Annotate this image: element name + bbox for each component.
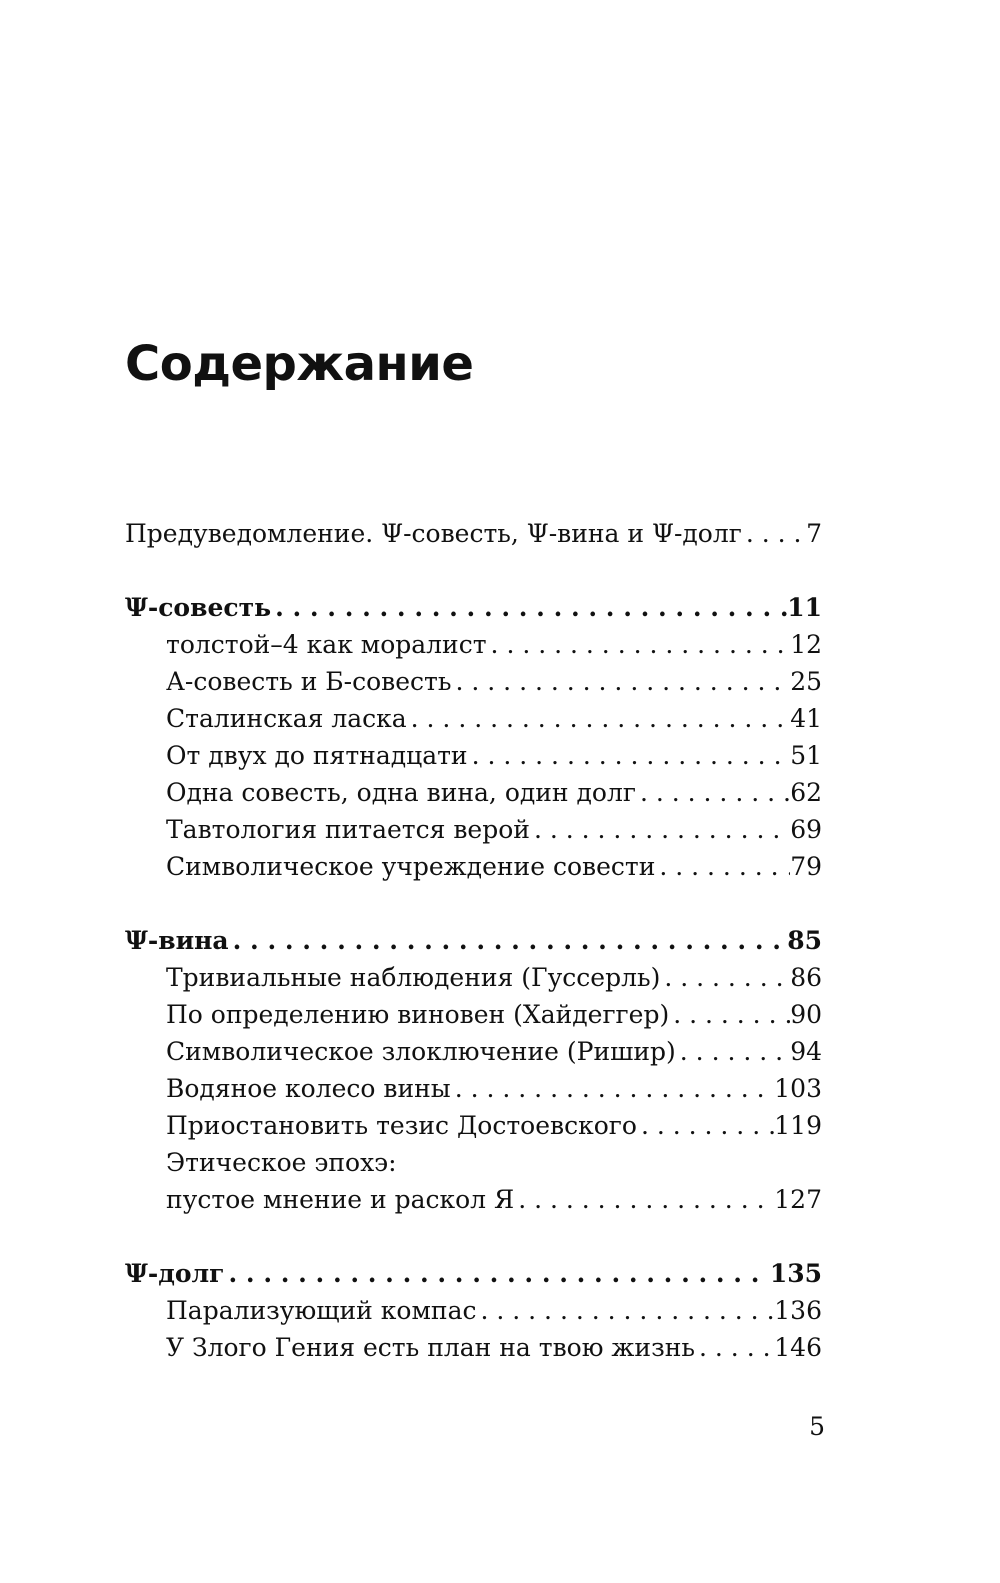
toc-section-page: 85 xyxy=(787,926,822,955)
page-title: Содержание xyxy=(125,336,474,392)
toc-entry-page: 41 xyxy=(790,704,822,733)
toc-entry-label: Сталинская ласка xyxy=(166,704,407,733)
section-gap xyxy=(125,552,822,589)
leader-dots xyxy=(637,1107,774,1144)
leader-dots xyxy=(676,1033,790,1070)
toc-entry-page: 146 xyxy=(774,1333,822,1362)
leader-dots xyxy=(468,737,791,774)
leader-dots xyxy=(742,515,806,552)
leader-dots xyxy=(530,811,790,848)
toc-section-label: Ψ-совесть xyxy=(125,593,272,622)
toc-entry-page: 119 xyxy=(774,1111,822,1140)
toc-entry-label: А-совесть и Б-совесть xyxy=(166,667,452,696)
toc-entry-label: пустое мнение и раскол Я xyxy=(166,1185,515,1214)
leader-dots xyxy=(636,774,790,811)
toc-entry-page: 69 xyxy=(790,815,822,844)
toc-entry xyxy=(125,700,822,737)
toc-section-page: 11 xyxy=(787,593,822,622)
toc-entry-label: Символическое злоключение (Ришир) xyxy=(166,1037,676,1066)
toc-entry-label: По определению виновен (Хайдеггер) xyxy=(166,1000,670,1029)
toc-entry xyxy=(125,626,822,663)
section-gap xyxy=(125,885,822,922)
toc-entry-page: 136 xyxy=(774,1296,822,1325)
toc-entry-page: 103 xyxy=(774,1074,822,1103)
toc-entry xyxy=(125,774,822,811)
leader-dots xyxy=(669,996,790,1033)
leader-dots xyxy=(695,1329,774,1366)
toc-entry-label: Символическое учреждение совести xyxy=(166,852,656,881)
toc-entry-label: У Злого Гения есть план на твою жизнь xyxy=(166,1333,696,1362)
toc-entry-page: 12 xyxy=(790,630,822,659)
toc-entry-label-line1: Этическое эпохэ: xyxy=(166,1148,397,1177)
toc-entry xyxy=(125,1329,822,1366)
toc-entry xyxy=(125,811,822,848)
toc-entry xyxy=(125,1033,822,1070)
toc-entry-label: Приостановить тезис Достоевского xyxy=(166,1111,637,1140)
toc-entry xyxy=(125,1181,822,1218)
leader-dots xyxy=(407,700,791,737)
toc-entry-page: 51 xyxy=(790,741,822,770)
leader-dots xyxy=(452,663,791,700)
toc-entry-label: Водяное колесо вины xyxy=(166,1074,451,1103)
leader-dots xyxy=(487,626,791,663)
toc-entry-page: 86 xyxy=(790,963,822,992)
toc-entry-label: Парализующий компас xyxy=(166,1296,477,1325)
leader-dots xyxy=(225,1255,770,1292)
leader-dots xyxy=(655,848,790,885)
toc-section-label: Ψ-долг xyxy=(125,1259,225,1288)
toc-entry-page: 94 xyxy=(790,1037,822,1066)
toc-entry-page: 90 xyxy=(790,1000,822,1029)
toc-entry xyxy=(125,1070,822,1107)
toc-section-debt xyxy=(125,1255,822,1292)
leader-dots xyxy=(476,1292,774,1329)
toc-entry xyxy=(125,959,822,996)
toc-entry xyxy=(125,737,822,774)
toc-entry-page: 127 xyxy=(774,1185,822,1214)
toc-entry-page: 62 xyxy=(790,778,822,807)
leader-dots xyxy=(229,922,788,959)
toc-entry-page: 25 xyxy=(790,667,822,696)
toc-entry-page: 7 xyxy=(806,519,822,548)
toc-entry-label: Предуведомление. Ψ-совесть, Ψ-вина и Ψ-долг xyxy=(125,519,742,548)
toc-entry xyxy=(125,996,822,1033)
toc-entry-label: толстой–4 как моралист xyxy=(166,630,487,659)
leader-dots xyxy=(660,959,790,996)
leader-dots xyxy=(271,589,787,626)
toc-entry-label: От двух до пятнадцати xyxy=(166,741,468,770)
toc-entry xyxy=(125,848,822,885)
table-of-contents xyxy=(125,515,822,1366)
toc-section-page: 135 xyxy=(769,1259,822,1288)
toc-entry-preface xyxy=(125,515,822,552)
toc-entry-label: Одна совесть, одна вина, один долг xyxy=(166,778,636,807)
toc-entry xyxy=(125,1292,822,1329)
section-gap xyxy=(125,1218,822,1255)
leader-dots xyxy=(514,1181,774,1218)
toc-section-conscience xyxy=(125,589,822,626)
toc-entry xyxy=(125,1107,822,1144)
page-number: 5 xyxy=(809,1412,825,1441)
leader-dots xyxy=(451,1070,775,1107)
toc-entry xyxy=(125,663,822,700)
toc-entry-page: 79 xyxy=(790,852,822,881)
toc-section-label: Ψ-вина xyxy=(125,926,229,955)
toc-section-guilt xyxy=(125,922,822,959)
toc-entry-label: Тавтология питается верой xyxy=(166,815,530,844)
toc-entry-label: Тривиальные наблюдения (Гуссерль) xyxy=(166,963,661,992)
